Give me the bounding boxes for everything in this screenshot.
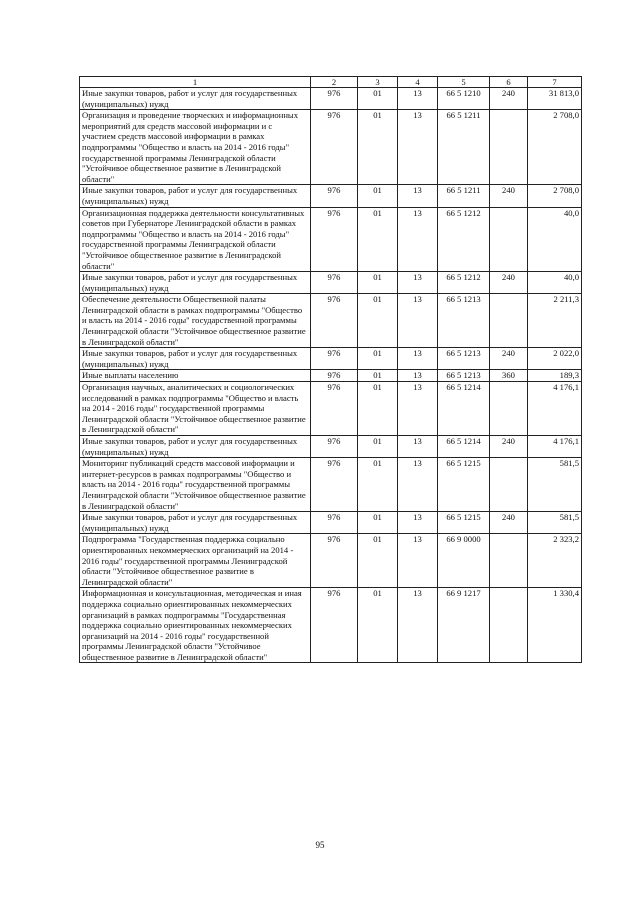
cell-col-2: 976 xyxy=(311,88,358,110)
cell-col-7: 581,5 xyxy=(528,512,582,534)
cell-col-7: 1 330,4 xyxy=(528,588,582,663)
table-row xyxy=(80,436,582,458)
cell-col-3: 01 xyxy=(358,534,398,588)
cell-col-6: 240 xyxy=(490,348,528,370)
cell-col-5: 66 5 1214 xyxy=(438,436,490,458)
cell-col-3: 01 xyxy=(358,207,398,272)
cell-col-2: 976 xyxy=(311,458,358,512)
cell-name: Организация научных, аналитических и социологических исследований в рамках подпрограммы "Общество и власть на 2014 - 2016 годы" государственной программы Ленинградской области "Устойчивое общественное развитие в Ленинградской области" xyxy=(80,382,311,436)
cell-col-4: 13 xyxy=(398,458,438,512)
cell-col-3: 01 xyxy=(358,272,398,294)
cell-col-7: 581,5 xyxy=(528,458,582,512)
table-row xyxy=(80,207,582,272)
cell-col-6: 240 xyxy=(490,512,528,534)
cell-col-6: 240 xyxy=(490,88,528,110)
header-col-6: 6 xyxy=(490,77,528,88)
cell-col-7: 4 176,1 xyxy=(528,436,582,458)
cell-col-2: 976 xyxy=(311,436,358,458)
cell-col-6 xyxy=(490,110,528,185)
header-col-2: 2 xyxy=(311,77,358,88)
cell-col-3: 01 xyxy=(358,382,398,436)
cell-col-7: 2 708,0 xyxy=(528,185,582,207)
cell-name: Организация и проведение творческих и информационных мероприятий для средств массовой информации и с участием средств массовой информации в рамках подпрограммы "Общество и власть на 2014 - 2016 годы" государственной программы Ленинградской области "Устойчивое общественное развитие в Ленинградской области" xyxy=(80,110,311,185)
cell-col-3: 01 xyxy=(358,185,398,207)
cell-name: Информационная и консультационная, методическая и иная поддержка социально ориентированных некоммерческих организаций в рамках подпрограммы "Государственная поддержка социально ориентированных некоммерческих организаций на 2014 - 2016 годы" государственной программы Ленинградской области "Устойчивое общественное развитие в Ленинградской области" xyxy=(80,588,311,663)
cell-col-7: 40,0 xyxy=(528,272,582,294)
table-row xyxy=(80,88,582,110)
cell-col-3: 01 xyxy=(358,348,398,370)
cell-col-5: 66 9 0000 xyxy=(438,534,490,588)
header-col-5: 5 xyxy=(438,77,490,88)
cell-col-5: 66 5 1212 xyxy=(438,207,490,272)
cell-col-4: 13 xyxy=(398,588,438,663)
cell-col-3: 01 xyxy=(358,294,398,348)
header-col-1: 1 xyxy=(80,77,311,88)
cell-col-7: 2 022,0 xyxy=(528,348,582,370)
table-row xyxy=(80,458,582,512)
cell-col-3: 01 xyxy=(358,458,398,512)
cell-col-4: 13 xyxy=(398,185,438,207)
cell-col-4: 13 xyxy=(398,534,438,588)
cell-name: Иные закупки товаров, работ и услуг для государственных (муниципальных) нужд xyxy=(80,88,311,110)
cell-col-5: 66 5 1211 xyxy=(438,185,490,207)
header-col-4: 4 xyxy=(398,77,438,88)
cell-col-2: 976 xyxy=(311,348,358,370)
table-row xyxy=(80,110,582,185)
cell-col-4: 13 xyxy=(398,294,438,348)
cell-col-7: 2 708,0 xyxy=(528,110,582,185)
header-row xyxy=(80,77,582,88)
cell-col-2: 976 xyxy=(311,294,358,348)
table-row xyxy=(80,534,582,588)
cell-col-2: 976 xyxy=(311,382,358,436)
cell-name: Обеспечение деятельности Общественной палаты Ленинградской области в рамках подпрограммы "Общество и власть на 2014 - 2016 годы" государственной программы Ленинградской области "Устойчивое общественное развитие в Ленинградской области" xyxy=(80,294,311,348)
cell-col-2: 976 xyxy=(311,588,358,663)
cell-col-6: 240 xyxy=(490,436,528,458)
cell-col-3: 01 xyxy=(358,88,398,110)
cell-col-6: 240 xyxy=(490,272,528,294)
cell-col-5: 66 5 1213 xyxy=(438,294,490,348)
cell-col-4: 13 xyxy=(398,348,438,370)
cell-name: Иные закупки товаров, работ и услуг для государственных (муниципальных) нужд xyxy=(80,185,311,207)
cell-col-7: 189,3 xyxy=(528,370,582,382)
cell-col-6: 360 xyxy=(490,370,528,382)
cell-name: Иные выплаты населению xyxy=(80,370,311,382)
cell-col-3: 01 xyxy=(358,370,398,382)
cell-col-3: 01 xyxy=(358,588,398,663)
cell-col-5: 66 9 1217 xyxy=(438,588,490,663)
table-row xyxy=(80,370,582,382)
cell-col-2: 976 xyxy=(311,110,358,185)
cell-name: Иные закупки товаров, работ и услуг для государственных (муниципальных) нужд xyxy=(80,348,311,370)
cell-col-3: 01 xyxy=(358,110,398,185)
cell-col-7: 4 176,1 xyxy=(528,382,582,436)
table-body xyxy=(80,88,582,663)
cell-col-2: 976 xyxy=(311,272,358,294)
cell-col-7: 2 211,3 xyxy=(528,294,582,348)
cell-col-6 xyxy=(490,382,528,436)
cell-col-2: 976 xyxy=(311,207,358,272)
cell-name: Иные закупки товаров, работ и услуг для государственных (муниципальных) нужд xyxy=(80,436,311,458)
cell-col-6: 240 xyxy=(490,185,528,207)
cell-col-3: 01 xyxy=(358,512,398,534)
cell-col-4: 13 xyxy=(398,272,438,294)
cell-col-2: 976 xyxy=(311,370,358,382)
table-row xyxy=(80,588,582,663)
table-row xyxy=(80,185,582,207)
cell-col-3: 01 xyxy=(358,436,398,458)
cell-name: Подпрограмма "Государственная поддержка социально ориентированных некоммерческих организаций на 2014 - 2016 годы" государственной программы Ленинградской области "Устойчивое общественное развитие в Ленинградской области" xyxy=(80,534,311,588)
table-row xyxy=(80,382,582,436)
cell-col-2: 976 xyxy=(311,512,358,534)
cell-col-5: 66 5 1213 xyxy=(438,370,490,382)
cell-col-7: 31 813,0 xyxy=(528,88,582,110)
cell-col-5: 66 5 1215 xyxy=(438,458,490,512)
cell-col-4: 13 xyxy=(398,88,438,110)
table-row xyxy=(80,512,582,534)
cell-name: Мониторинг публикаций средств массовой информации и интернет-ресурсов в рамках подпрограммы "Общество и власть на 2014 - 2016 годы" государственной программы Ленинградской области "Устойчивое общественное развитие в Ленинградской области" xyxy=(80,458,311,512)
cell-col-6 xyxy=(490,294,528,348)
cell-col-4: 13 xyxy=(398,207,438,272)
table-row xyxy=(80,272,582,294)
budget-table xyxy=(79,76,582,663)
cell-col-7: 2 323,2 xyxy=(528,534,582,588)
page-number: 95 xyxy=(315,840,325,850)
cell-col-4: 13 xyxy=(398,382,438,436)
table-row xyxy=(80,294,582,348)
cell-col-5: 66 5 1210 xyxy=(438,88,490,110)
cell-name: Организационная поддержка деятельности консультативных советов при Губернаторе Ленинградской области в рамках подпрограммы "Общество и власть на 2014 - 2016 годы" государственной программы Ленинградской области "Устойчивое общественное развитие в Ленинградской области" xyxy=(80,207,311,272)
cell-name: Иные закупки товаров, работ и услуг для государственных (муниципальных) нужд xyxy=(80,512,311,534)
cell-name: Иные закупки товаров, работ и услуг для государственных (муниципальных) нужд xyxy=(80,272,311,294)
cell-col-4: 13 xyxy=(398,436,438,458)
cell-col-4: 13 xyxy=(398,370,438,382)
header-col-3: 3 xyxy=(358,77,398,88)
cell-col-5: 66 5 1211 xyxy=(438,110,490,185)
cell-col-5: 66 5 1213 xyxy=(438,348,490,370)
cell-col-6 xyxy=(490,588,528,663)
cell-col-2: 976 xyxy=(311,185,358,207)
cell-col-5: 66 5 1214 xyxy=(438,382,490,436)
cell-col-6 xyxy=(490,207,528,272)
cell-col-5: 66 5 1215 xyxy=(438,512,490,534)
cell-col-6 xyxy=(490,458,528,512)
table-row xyxy=(80,348,582,370)
cell-col-4: 13 xyxy=(398,512,438,534)
cell-col-5: 66 5 1212 xyxy=(438,272,490,294)
cell-col-2: 976 xyxy=(311,534,358,588)
cell-col-4: 13 xyxy=(398,110,438,185)
cell-col-6 xyxy=(490,534,528,588)
header-col-7: 7 xyxy=(528,77,582,88)
cell-col-7: 40,0 xyxy=(528,207,582,272)
